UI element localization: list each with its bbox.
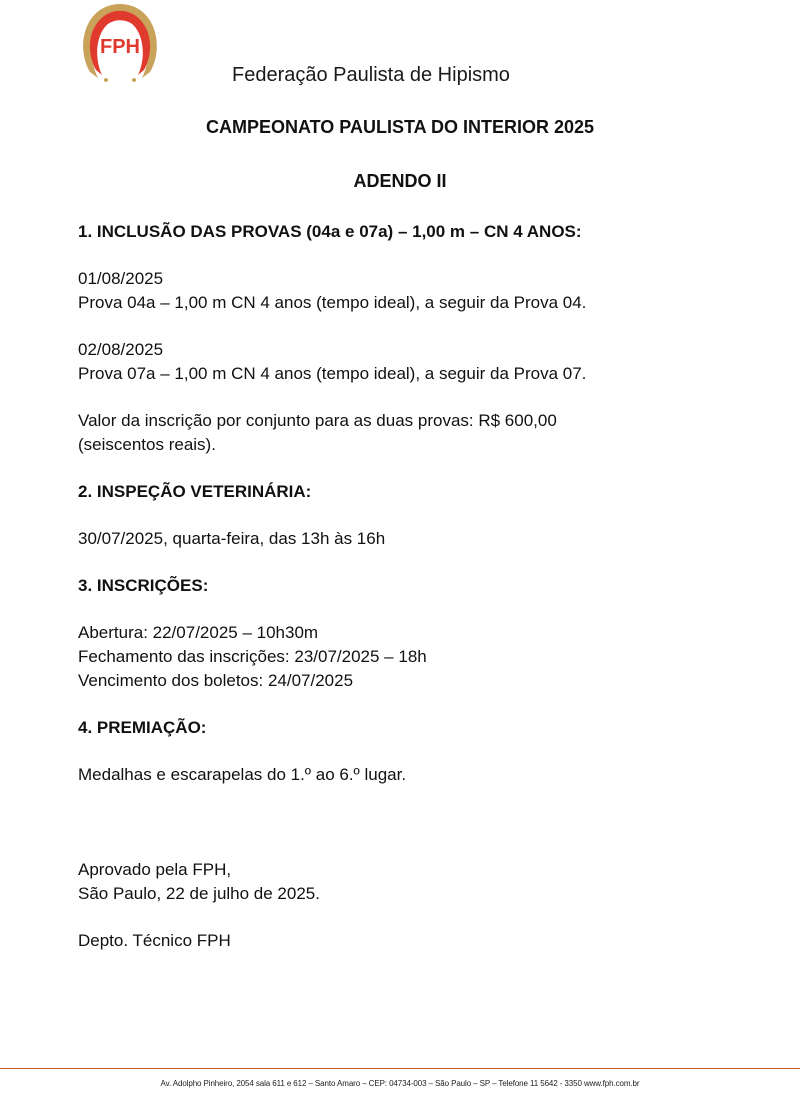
fph-logo	[80, 2, 160, 84]
footer-divider	[0, 1068, 800, 1069]
approval-line: Aprovado pela FPH,	[78, 860, 232, 879]
section-3-opening: Abertura: 22/07/2025 – 10h30m	[78, 623, 319, 642]
section-4-text: Medalhas e escarapelas do 1.º ao 6.º lugar.	[78, 765, 407, 784]
document-body	[78, 220, 718, 953]
department-line: Depto. Técnico FPH	[78, 931, 231, 950]
section-3-heading: 3. INSCRIÇÕES:	[78, 576, 209, 595]
section-4-heading: 4. PREMIAÇÃO:	[78, 718, 207, 737]
section-3-closing: Fechamento das inscrições: 23/07/2025 – 18h	[78, 647, 427, 666]
logo-text: FPH	[100, 36, 140, 58]
document-title: CAMPEONATO PAULISTA DO INTERIOR 2025	[205, 117, 595, 137]
section-1-date-2: 02/08/2025	[78, 340, 164, 359]
section-1-date-1: 01/08/2025	[78, 269, 164, 288]
section-2-text: 30/07/2025, quarta-feira, das 13h às 16h	[78, 529, 386, 548]
place-date-line: São Paulo, 22 de julho de 2025.	[78, 884, 320, 903]
organization-name: Federação Paulista de Hipismo	[232, 64, 510, 86]
section-1-event-2: Prova 07a – 1,00 m CN 4 anos (tempo ideal), a seguir da Prova 07.	[78, 364, 587, 383]
footer-address: Av. Adolpho Pinheiro, 2054 sala 611 e 612 – Santo Amaro – CEP: 04734-003 – São Paulo – SP – Telefone 11 5642 - 3350 www.fph.com.br	[160, 1079, 640, 1088]
section-3-due: Vencimento dos boletos: 24/07/2025	[78, 671, 354, 690]
document-subtitle: ADENDO II	[353, 171, 447, 191]
section-1-fee-line-1: Valor da inscrição por conjunto para as duas provas: R$ 600,00	[78, 411, 557, 430]
section-2-heading: 2. INSPEÇÃO VETERINÁRIA:	[78, 482, 312, 501]
section-1-event-1: Prova 04a – 1,00 m CN 4 anos (tempo ideal), a seguir da Prova 04.	[78, 293, 587, 312]
section-1-fee-line-2: (seiscentos reais).	[78, 435, 216, 454]
section-1-heading: 1. INCLUSÃO DAS PROVAS (04a e 07a) – 1,00 m – CN 4 ANOS:	[78, 222, 582, 241]
